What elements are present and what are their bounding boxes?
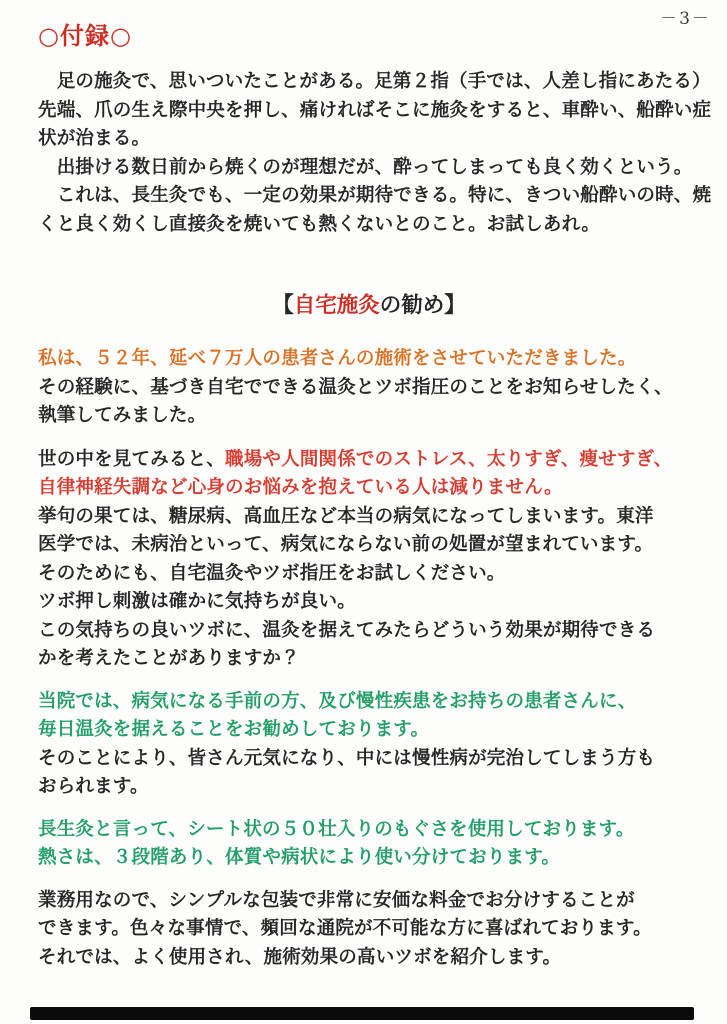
body-line: その経験に、基づき自宅でできる温灸とツボ指圧のことをお知らせしたく、 xyxy=(38,376,673,398)
heading-rest: の勧め】 xyxy=(379,293,466,318)
emphasis-green-line: 毎日温灸を据えることをお勧めしております。 xyxy=(38,719,430,740)
body-line: 医学では、未病治といって、病気にならない前の処置が望まれています。 xyxy=(38,534,654,555)
body-line: 出掛ける数日前から焼くのが理想だが、酔ってしまっても良く効くという。 xyxy=(38,156,693,178)
emphasis-green-line: 当院では、病気になる手前の方、及び慢性疾患をお持ちの患者さんに、 xyxy=(38,690,637,712)
emphasis-red-line: 自律神経失調など心身のお悩みを抱えている人は減りません。 xyxy=(38,477,563,498)
bottom-scan-bar xyxy=(30,1007,694,1020)
body-line: そのことにより、皆さん元気になり、中には慢性病が完治してしまう方も xyxy=(38,747,656,769)
body-line: 執筆してみました。 xyxy=(38,405,207,426)
body-line: 業務用なので、シンプルな包装で非常に安価な料金でお分けすることが xyxy=(38,889,635,911)
body-line: これは、長生灸でも、一定の効果が期待できる。特に、きつい船酔いの時、焼 xyxy=(38,185,712,206)
appendix-title: ○付録○ xyxy=(38,22,132,50)
body-segment: 世の中を見てみると、 xyxy=(38,448,226,470)
body-line: 足の施灸で、思いついたことがある。足第２指（手では、人差し指にあたる） xyxy=(38,71,711,92)
intro-paragraph xyxy=(38,345,700,431)
emphasis-orange-line: 私は、５２年、延べ７万人の患者さんの施術をさせていただきました。 xyxy=(38,348,637,369)
section-heading xyxy=(38,291,700,320)
body-line: おられます。 xyxy=(38,776,149,797)
heading-highlight: 自宅施灸 xyxy=(293,293,380,318)
emphasis-green-line: 長生灸と言って、シート状の５０壮入りのもぐさを使用しております。 xyxy=(38,818,635,840)
body-line: そのためにも、自宅温灸やツボ指圧をお試しください。 xyxy=(38,562,506,584)
body-line: できます。色々な事情で、頻回な通院が不可能な方に喜ばれております。 xyxy=(38,918,652,939)
body-line: 先端、爪の生え際中央を押し、痛ければそこに施灸をすると、車酔い、船酔い症 xyxy=(38,99,712,121)
page-number: －3－ xyxy=(660,9,711,29)
emphasis-red-segment: 職場や人間関係でのストレス、太りすぎ、痩せすぎ、 xyxy=(225,448,673,470)
body-line: それでは、よく使用され、施術効果の高いツボを紹介します。 xyxy=(38,946,562,968)
appendix-paragraph xyxy=(38,68,712,239)
body-line: 挙句の果ては、糖尿病、高血圧など本当の病気になってしまいます。東洋 xyxy=(38,505,654,527)
body-line: ツボ押し刺激は確かに気持ちが良い。 xyxy=(38,591,356,612)
heading-bracket-open: 【 xyxy=(272,293,294,318)
clinic-paragraph xyxy=(38,688,700,802)
closing-paragraph xyxy=(38,887,700,973)
body-line: この気持ちの良いツボに、温灸を据えてみたらどういう効果が期待できる xyxy=(38,619,656,641)
emphasis-green-line: 熱さは、３段階あり、体質や病状により使い分けております。 xyxy=(38,847,561,868)
body-line: くと良く効くし直接灸を焼いても熱くないとのこと。お試しあれ。 xyxy=(38,213,601,235)
body-line: 状が治まる。 xyxy=(38,128,151,149)
mixed-line xyxy=(38,446,700,475)
choseikyu-paragraph xyxy=(38,816,700,873)
society-paragraph xyxy=(38,446,700,674)
body-line: かを考えたことがありますか？ xyxy=(38,648,300,669)
